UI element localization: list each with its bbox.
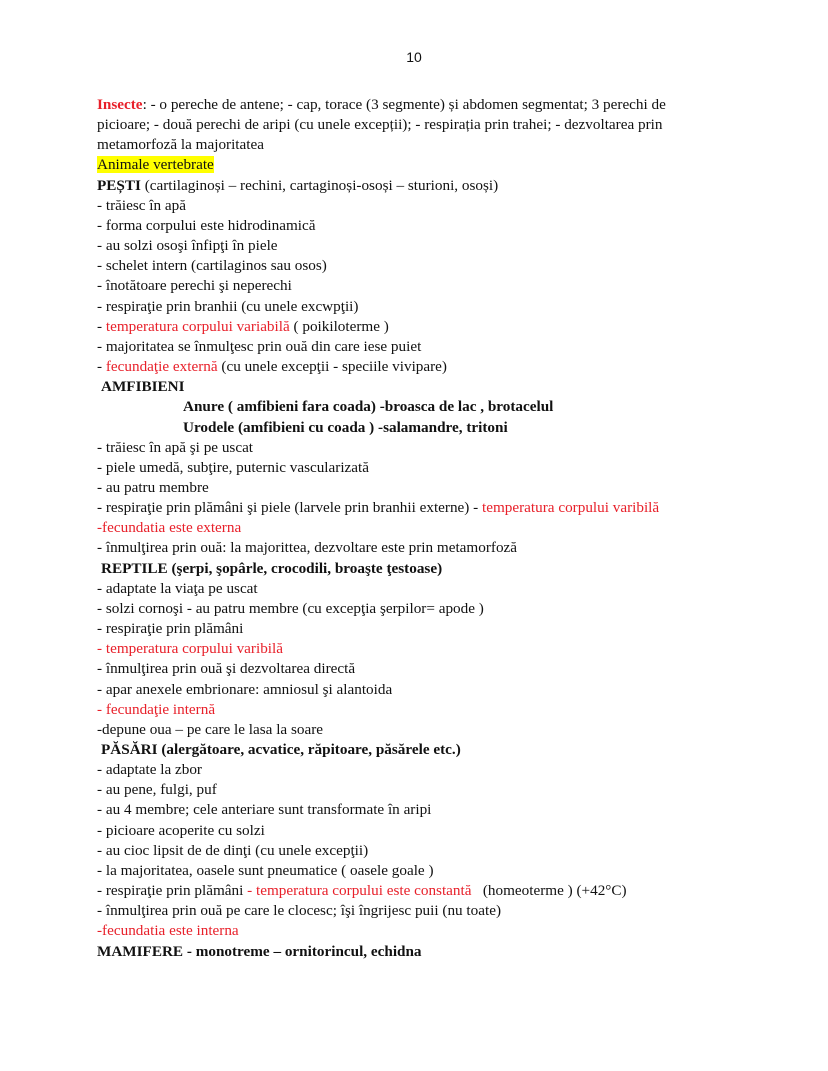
text-segment: - respiraţie prin branhii (cu unele excwpţii) <box>97 297 359 315</box>
text-line <box>97 740 737 760</box>
text-segment: - piele umedă, subţire, puternic vascularizată <box>97 458 369 476</box>
bold-text: MAMIFERE - monotreme – ornitorincul, echidna <box>97 942 422 960</box>
text-segment: - <box>97 317 106 335</box>
text-segment: metamorfoză la majoritatea <box>97 136 264 154</box>
text-line <box>97 921 737 941</box>
text-line <box>97 942 737 962</box>
text-line <box>97 115 737 135</box>
text-segment: -depune oua – pe care le lasa la soare <box>97 720 324 738</box>
text-line <box>97 458 737 478</box>
text-segment: - trăiesc în apă <box>97 196 186 214</box>
text-line <box>97 337 737 357</box>
text-line <box>97 800 737 820</box>
bold-text: PEȘTI <box>97 176 141 194</box>
text-line <box>97 297 737 317</box>
text-segment: - forma corpului este hidrodinamică <box>97 216 316 234</box>
text-line <box>97 176 737 196</box>
text-line <box>97 821 737 841</box>
bold-text: PĂSĂRI (alergătoare, acvatice, răpitoare, păsărele etc.) <box>101 741 461 758</box>
text-line <box>97 317 737 337</box>
text-line <box>97 760 737 780</box>
text-line <box>97 639 737 659</box>
text-segment: - picioare acoperite cu solzi <box>97 821 265 839</box>
page-number: 10 <box>406 49 422 65</box>
text-segment: - înmulţirea prin ouă: la majorittea, dezvoltare este prin metamorfoză <box>97 539 518 557</box>
text-line <box>97 397 737 417</box>
bold-text: Anure ( amfibieni fara coada) -broasca de lac , brotacelul <box>183 398 554 416</box>
text-line <box>97 720 737 740</box>
red-emphasis-text: -fecundatia este interna <box>97 922 239 940</box>
red-emphasis-text: - temperatura corpului varibilă <box>97 640 283 658</box>
text-segment: - schelet intern (cartilaginos sau osos) <box>97 257 327 275</box>
text-line <box>97 196 737 216</box>
text-segment: - adaptate la viaţa pe uscat <box>97 579 258 597</box>
text-line <box>97 559 737 579</box>
text-segment: - respiraţie prin plămâni şi piele (larvele prin branhii externe) - <box>97 499 483 517</box>
text-line <box>97 357 737 377</box>
text-segment: - majoritatea se înmulţesc prin ouă din care iese puiet <box>97 337 422 355</box>
text-line <box>97 478 737 498</box>
text-line <box>97 216 737 236</box>
bold-text: REPTILE (şerpi, şopârle, crocodili, broaşte ţestoase) <box>101 559 443 577</box>
text-line <box>97 841 737 861</box>
bold-text: Insecte <box>97 96 143 113</box>
text-segment: - înmulţirea prin ouă pe care le clocesc; îşi îngrijesc puii (nu toate) <box>97 902 502 920</box>
red-emphasis-text: - fecundaţie internă <box>97 700 216 718</box>
text-line <box>97 700 737 720</box>
text-segment: - adaptate la zbor <box>97 761 202 779</box>
bold-text: AMFIBIENI <box>101 378 185 396</box>
text-line <box>97 377 737 397</box>
text-segment: - înmulţirea prin ouă şi dezvoltarea directă <box>97 660 356 678</box>
text-line <box>97 579 737 599</box>
text-segment: - la majoritatea, oasele sunt pneumatice ( oasele goale ) <box>97 861 434 879</box>
highlighted-heading: Animale vertebrate <box>97 156 214 174</box>
text-line <box>97 619 737 639</box>
text-line <box>97 518 737 538</box>
text-line <box>97 418 737 438</box>
text-line <box>97 901 737 921</box>
text-segment: - au cioc lipsit de de dinţi (cu unele excepţii) <box>97 841 369 859</box>
text-segment: - respiraţie prin plămâni <box>97 882 248 900</box>
text-segment: - apar anexele embrionare: amniosul şi alantoida <box>97 680 393 698</box>
text-line <box>97 498 737 518</box>
red-emphasis-text: temperatura corpului varibilă <box>482 499 660 517</box>
text-line <box>97 680 737 700</box>
text-line <box>97 256 737 276</box>
red-emphasis-text: -fecundatia este externa <box>97 519 242 537</box>
text-line <box>97 438 737 458</box>
text-line <box>97 95 737 115</box>
text-segment: : - o pereche de antene; - cap, torace (3 segmente) și abdomen segmentat; 3 perechi de <box>142 96 666 113</box>
text-segment: - solzi cornoşi - au patru membre (cu excepţia şerpilor= apode ) <box>97 599 484 617</box>
text-segment: - respiraţie prin plămâni <box>97 620 244 638</box>
text-segment: - au 4 membre; cele anteriare sunt transformate în aripi <box>97 801 432 819</box>
red-emphasis-text: fecundaţie externă <box>105 358 218 376</box>
text-segment: picioare; - două perechi de aripi (cu unele excepții); - respirația prin trahei; - dezvoltarea prin <box>97 116 663 134</box>
text-segment: - <box>97 358 106 376</box>
text-line <box>97 276 737 296</box>
text-segment: - au solzi osoşi înfipţi în piele <box>97 237 278 255</box>
red-emphasis-text: - temperatura corpului este constantă <box>247 882 472 900</box>
bold-text: Urodele (amfibieni cu coada ) -salamandre, tritoni <box>183 418 508 436</box>
text-segment: (cartilaginoși – rechini, cartaginoși-osoși – sturioni, osoși) <box>140 176 499 194</box>
document-body <box>97 95 737 962</box>
text-segment: - trăiesc în apă şi pe uscat <box>97 438 254 456</box>
text-line <box>97 538 737 558</box>
text-segment: - au patru membre <box>97 478 209 496</box>
text-line <box>97 135 737 155</box>
text-line <box>97 881 737 901</box>
text-line <box>97 780 737 800</box>
text-segment: - înotătoare perechi şi neperechi <box>97 277 292 295</box>
red-emphasis-text: temperatura corpului variabilă <box>105 317 290 335</box>
text-segment: ( poikiloterme ) <box>289 317 389 335</box>
text-line <box>97 861 737 881</box>
text-segment: (homeoterme ) (+42°C) <box>471 882 627 900</box>
text-line <box>97 599 737 619</box>
text-line <box>97 155 737 175</box>
text-line <box>97 659 737 679</box>
text-line <box>97 236 737 256</box>
text-segment: (cu unele excepţii - speciile vivipare) <box>217 358 447 376</box>
text-segment: - au pene, fulgi, puf <box>97 781 217 799</box>
